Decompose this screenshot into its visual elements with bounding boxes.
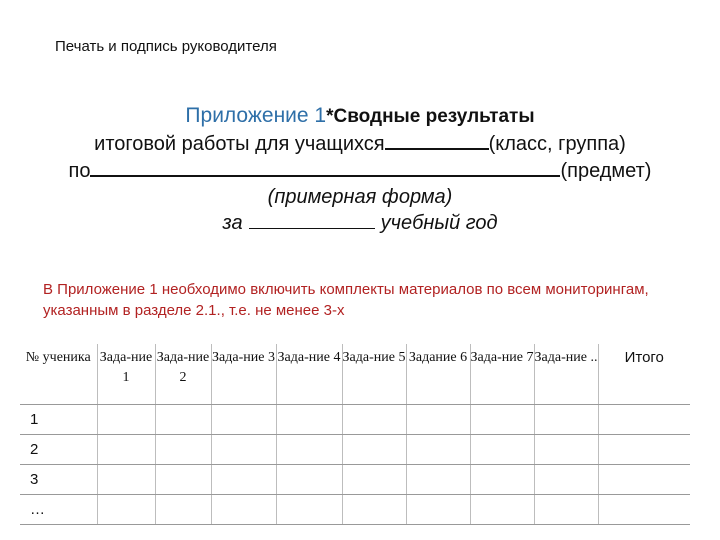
header-student-number: № ученика xyxy=(20,344,97,405)
form-note: (примерная форма) xyxy=(267,186,453,208)
heading-line-1 xyxy=(0,103,720,130)
heading-title: *Сводные результаты xyxy=(326,106,535,127)
document-heading xyxy=(0,103,720,236)
header-task-3: Зада-ние 3 xyxy=(211,344,276,405)
table-row xyxy=(20,465,690,495)
heading-line-2 xyxy=(0,130,720,157)
table-row xyxy=(20,405,690,435)
heading-line2-text: итоговой работы для учащихся xyxy=(94,133,385,155)
heading-line-5 xyxy=(0,210,720,236)
header-task-4: Зада-ние 4 xyxy=(276,344,342,405)
table-header-row xyxy=(20,344,690,405)
header-task-more: Зада-ние .. xyxy=(534,344,598,405)
header-task-1: Зада-ние 1 xyxy=(97,344,155,405)
instruction-note: В Приложение 1 необходимо включить комплекты материалов по всем мониторингам, указанным в разделе 2.1., т.е. не менее 3-х xyxy=(43,281,649,319)
year-suffix: учебный год xyxy=(380,212,498,234)
header-task-6: Задание 6 xyxy=(406,344,470,405)
heading-line3-suffix: (предмет) xyxy=(560,160,652,182)
appendix-label: Приложение 1 xyxy=(185,104,327,127)
stamp-signature-line: Печать и подпись руководителя xyxy=(55,38,277,55)
row-number: … xyxy=(20,495,97,525)
year-prefix: за xyxy=(222,212,243,234)
header-total: Итого xyxy=(598,344,690,405)
table-row xyxy=(20,495,690,525)
table-row xyxy=(20,435,690,465)
header-task-7: Зада-ние 7 xyxy=(470,344,534,405)
row-number: 3 xyxy=(20,465,97,495)
header-task-2: Зада-ние 2 xyxy=(155,344,211,405)
heading-line3-prefix: по xyxy=(68,160,91,182)
class-blank xyxy=(385,130,489,150)
subject-blank xyxy=(90,157,560,177)
row-number: 1 xyxy=(20,405,97,435)
heading-line-3 xyxy=(0,157,720,184)
year-blank xyxy=(249,211,375,229)
results-table xyxy=(20,344,690,525)
header-task-5: Зада-ние 5 xyxy=(342,344,406,405)
heading-line2-suffix: (класс, группа) xyxy=(488,133,626,155)
row-number: 2 xyxy=(20,435,97,465)
